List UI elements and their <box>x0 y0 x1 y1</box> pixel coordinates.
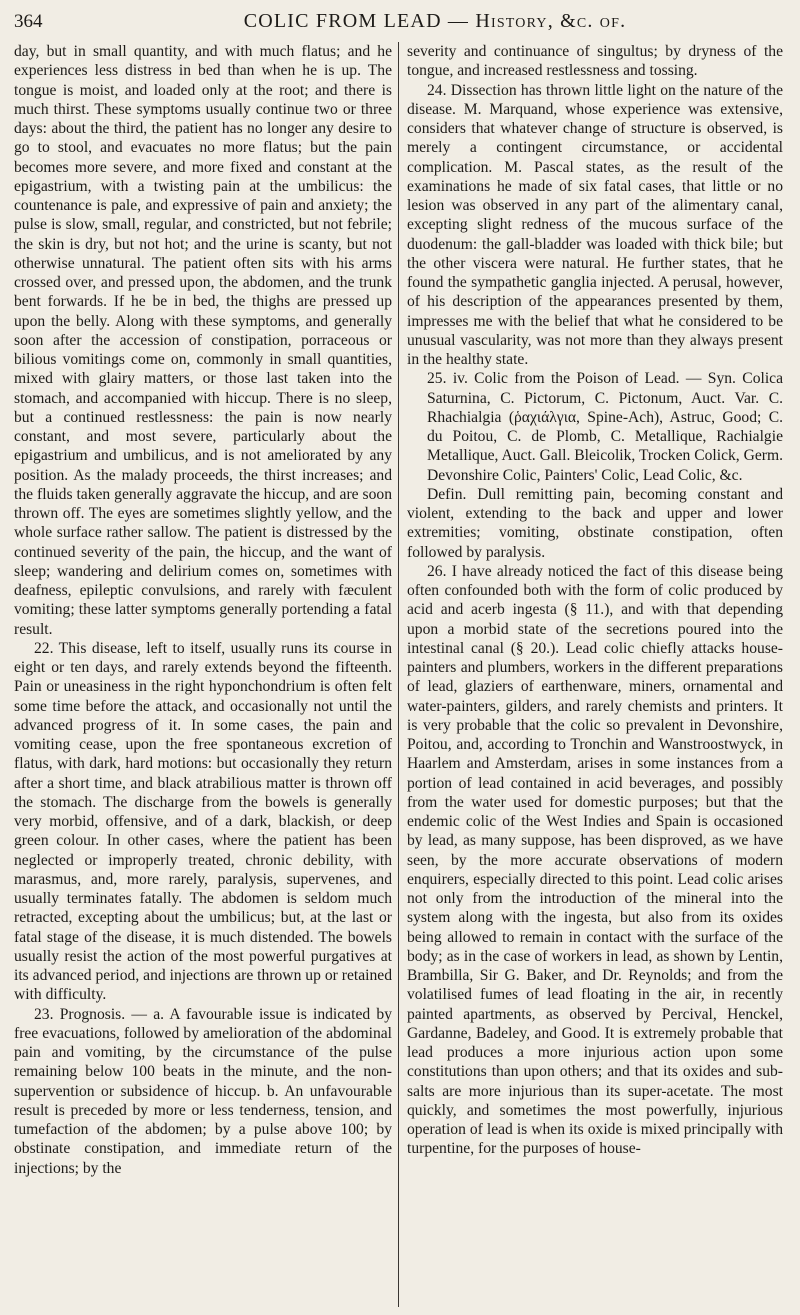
paragraph: 24. Dissection has thrown little light on the nature of the disease. M. Marquand, whose experience was extensive, considers that whatever change of structure is observed, is merely a contingent circumstance, or accidental complication. M. Pascal states, as the result of the examinations he made of six fatal cases, that little or no lesion was observed in any part of the alimentary canal, excepting slight redness of the mucous surface of the duodenum: the gall-bladder was loaded with thick bile; but the other viscera were natural. He further states, that he found the sympathetic ganglia injected. A perusal, however, of his description of the appearances presented by them, impresses me with the belief that what he considered to be unusual vascularity, was not more than they always present in the healthy state. <box>407 81 783 368</box>
paragraph: 23. Prognosis. — a. A favourable issue is indicated by free evacuations, followed by amelioration of the abdominal pain and vomiting, by the circumstance of the pulse remaining below 100 beats in the minute, and the non-supervention or subsidence of hiccup. b. An unfavourable result is preceded by more or less tenderness, tension, and tumefaction of the abdomen; by a pulse above 100; by obstinate constipation, and immediate return of the injections; by the <box>14 1005 392 1177</box>
page-number: 364 <box>14 11 43 32</box>
paragraph: 22. This disease, left to itself, usually runs its course in eight or ten days, and rarely extends beyond the fifteenth. Pain or uneasiness in the right hyponchondrium is often felt some time before the attack, and occasionally not until the advanced progress of it. In some cases, the pain and vomiting cease, upon the free spontaneous excretion of flatus, with dark, hard motions: but occasionally they return after a short time, and black atrabilious matter is thrown off the stomach. The discharge from the bowels is generally very morbid, offensive, and of a dark, blackish, or deep green colour. In other cases, where the patient has been neglected or improperly treated, chronic debility, with marasmus, and, more rarely, paralysis, supervenes, and usually terminates fatally. The abdomen is seldom much retracted, excepting about the umbilicus; but, at the last or fatal stage of the disease, it is much distended. The bowels usually resist the action of the most powerful purgatives at its advanced period, and injections are thrown up or retained with difficulty. <box>14 639 392 1004</box>
left-column <box>14 42 398 1307</box>
right-column <box>399 42 783 1307</box>
paragraph: severity and continuance of singultus; by dryness of the tongue, and increased restlessness and tossing. <box>407 43 783 80</box>
running-title: COLIC FROM LEAD — History, &c. of. <box>243 10 627 32</box>
text-columns <box>14 42 786 1307</box>
paragraph: 26. I have already noticed the fact of this disease being often confounded both with the form of colic produced by acid and acerb ingesta (§ 11.), and with that depending upon a morbid state of the secretions poured into the intestinal canal (§ 20.). Lead colic chiefly attacks house-painters and plumbers, workers in the different preparations of lead, glaziers of earthenware, miners, ornamental and water-painters, gilders, and rarely chemists and printers. It is very probable that the colic so prevalent in Devonshire, Poitou, and, according to Tronchin and Wanstroostwyck, in Haarlem and Amsterdam, arises in some instances from a portion of lead contained in acid beverages, and possibly from the water used for domestic purposes; but that the endemic colic of the West Indies and Spain is occasioned by lead, as many suppose, has been disproved, as we have seen, by the more accurate observations of modern enquirers, especially directed to this point. Lead colic arises not only from the introduction of the mineral into the system along with the ingesta, but also from its oxides being allowed to remain in contact with the surface of the body; as in the case of workers in lead, as shown by Lentin, Brambilla, Sir G. Baker, and Dr. Reynolds; and from the volatilised fumes of lead floating in the air, in recently painted apartments, as observed by Percival, Henckel, Gardanne, Badeley, and Good. It is extremely probable that lead produces a more injurious action upon some constitutions than upon others; and that its oxides and sub-salts are more injurious than its super-acetate. The most quickly, and sometimes the most powerfully, injurious operation of lead is when its oxide is mixed principally with turpentine, for the purposes of house- <box>407 562 783 1158</box>
synonyms-paragraph: 25. iv. Colic from the Poison of Lead. — Syn. Colica Saturnina, C. Pictorum, C. Pictonum, Auct. Var. C. Rhachialgia (ῥαχιάλγια, Spine-Ach), Astruc, Good; C. du Poitou, C. de Plomb, C. Metallique, Rachialgie Metallique, Auct. Gall. Bleicolik, Trocken Colick, Germ. Devonshire Colic, Painters' Colic, Lead Colic, &c. <box>427 370 783 484</box>
page-header <box>14 10 786 40</box>
definition-paragraph: Defin. Dull remitting pain, becoming constant and violent, extending to the back and upper and lower extremities; vomiting, obstinate constipation, often followed by paralysis. <box>407 485 783 561</box>
paragraph: day, but in small quantity, and with much flatus; and he experiences less distress in bed than when he is up. The tongue is moist, and loaded only at the root; and there is much thirst. These symptoms usually continue two or three days: about the third, the patient has no longer any desire to go to stool, and evacuates no more flatus; but the pain becomes more severe, and more fixed and constant at the epigastrium, with a twisting pain at the umbilicus: the countenance is pale, and expressive of pain and anxiety; the pulse is slow, small, regular, and constricted, but not febrile; the skin is dry, but not hot; and the urine is scanty, but not otherwise unnatural. The patient often sits with his arms crossed over, and pressed upon, the abdomen, and the trunk bent forwards. If he be in bed, the thighs are pressed up upon the belly. Along with these symptoms, and generally soon after the accession of constipation, porraceous or bilious vomitings come on, commonly in small quantities, mixed with glairy matters, or those last taken into the stomach, and accompanied with hiccup. There is no sleep, but a continued restlessness: the pain is now nearly constant, and most severe, particularly about the epigastrium and umbilicus, and is not ameliorated by any position. As the malady proceeds, the thirst increases; and the fluids taken generally aggravate the hiccup, and are soon thrown off. The eyes are sometimes slightly yellow, and the whole surface rather sallow. The patient is distressed by the continued severity of the pain, the hiccup, and the want of sleep; wandering and delirium comes on, sometimes with deafness, epileptic convulsions, and rarely with fæculent vomiting; these latter symptoms generally portending a fatal result. <box>14 43 392 638</box>
